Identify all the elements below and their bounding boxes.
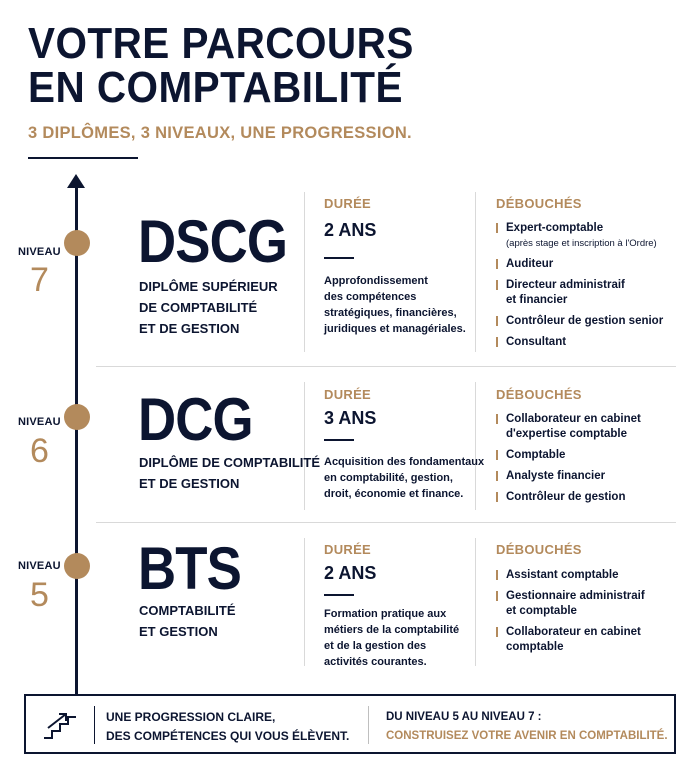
title-line-2: EN COMPTABILITÉ — [28, 63, 403, 112]
list-item: Gestionnaire administraif et comptable — [496, 589, 686, 619]
stairs-up-icon — [42, 710, 80, 742]
column-divider — [475, 538, 476, 666]
outlets-heading: DÉBOUCHÉS — [496, 542, 582, 557]
diploma-description: Approfondissement des compétences stratégiques, financières, juridiques et managériales. — [324, 275, 466, 335]
list-item: Auditeur — [496, 257, 686, 272]
title-line-1: VOTRE PARCOURS — [28, 19, 414, 68]
list-item: Collaborateur en cabinet comptable — [496, 625, 686, 655]
progression-axis — [75, 186, 78, 696]
row-divider — [96, 522, 676, 523]
diploma-description: Acquisition des fondamentaux en comptabilité, gestion, droit, économie et finance. — [324, 456, 485, 500]
niveau-number: 5 — [30, 576, 49, 614]
level-5-marker — [64, 553, 90, 579]
niveau-number: 7 — [30, 261, 49, 299]
page-title — [28, 19, 414, 112]
row-divider — [96, 366, 676, 367]
niveau-number: 6 — [30, 432, 49, 470]
diploma-acronym: DCG — [138, 386, 253, 453]
footer-divider — [368, 706, 369, 744]
diploma-fullname: DIPLÔME SUPÉRIEUR DE COMPTABILITÉ ET DE GESTION — [139, 279, 278, 336]
duration-value: 2 ANS — [324, 563, 377, 583]
column-divider — [475, 192, 476, 352]
list-item: Assistant comptable — [496, 568, 686, 583]
list-item: Comptable — [496, 448, 686, 463]
outlets-list — [496, 568, 686, 661]
list-item: Contrôleur de gestion senior — [496, 314, 686, 329]
footer-slogan: UNE PROGRESSION CLAIRE, DES COMPÉTENCES QUI VOUS ÉLÈVENT. — [106, 710, 350, 743]
outlets-list — [496, 412, 686, 511]
niveau-label: NIVEAU — [18, 416, 61, 428]
outlets-heading: DÉBOUCHÉS — [496, 387, 582, 402]
duration-rule — [324, 439, 354, 441]
duration-heading: DURÉE — [324, 542, 372, 557]
column-divider — [304, 538, 305, 666]
column-divider — [304, 192, 305, 352]
niveau-label: NIVEAU — [18, 246, 61, 258]
duration-rule — [324, 594, 354, 596]
footer-callout: DU NIVEAU 5 AU NIVEAU 7 : CONSTRUISEZ VOTRE AVENIR EN COMPTABILITÉ. — [386, 711, 668, 742]
level-7-marker — [64, 230, 90, 256]
diploma-fullname: DIPLÔME DE COMPTABILITÉ ET DE GESTION — [139, 455, 321, 491]
level-6-marker — [64, 404, 90, 430]
footer-banner — [24, 694, 676, 754]
niveau-label: NIVEAU — [18, 560, 61, 572]
diploma-acronym: BTS — [138, 535, 241, 602]
duration-heading: DURÉE — [324, 196, 372, 211]
outlets-heading: DÉBOUCHÉS — [496, 196, 582, 211]
list-item: Contrôleur de gestion — [496, 490, 686, 505]
footer-divider — [94, 706, 95, 744]
list-item: Expert-comptable (après stage et inscription à l'Ordre) — [496, 221, 686, 251]
duration-value: 2 ANS — [324, 220, 377, 240]
duration-rule — [324, 257, 354, 259]
page-subtitle: 3 DIPLÔMES, 3 NIVEAUX, UNE PROGRESSION. — [28, 124, 412, 142]
duration-heading: DURÉE — [324, 387, 372, 402]
diploma-fullname: COMPTABILITÉ ET GESTION — [139, 603, 236, 639]
diploma-description: Formation pratique aux métiers de la comptabilité et de la gestion des activités courantes. — [324, 608, 460, 668]
list-item: Directeur administraif et financier — [496, 278, 686, 308]
list-item: Analyste financier — [496, 469, 686, 484]
duration-value: 3 ANS — [324, 408, 377, 428]
list-item: Collaborateur en cabinet d'expertise comptable — [496, 412, 686, 442]
diploma-acronym: DSCG — [138, 208, 288, 275]
list-item: Consultant — [496, 335, 686, 350]
outlets-list — [496, 221, 686, 356]
title-underline — [28, 157, 138, 159]
